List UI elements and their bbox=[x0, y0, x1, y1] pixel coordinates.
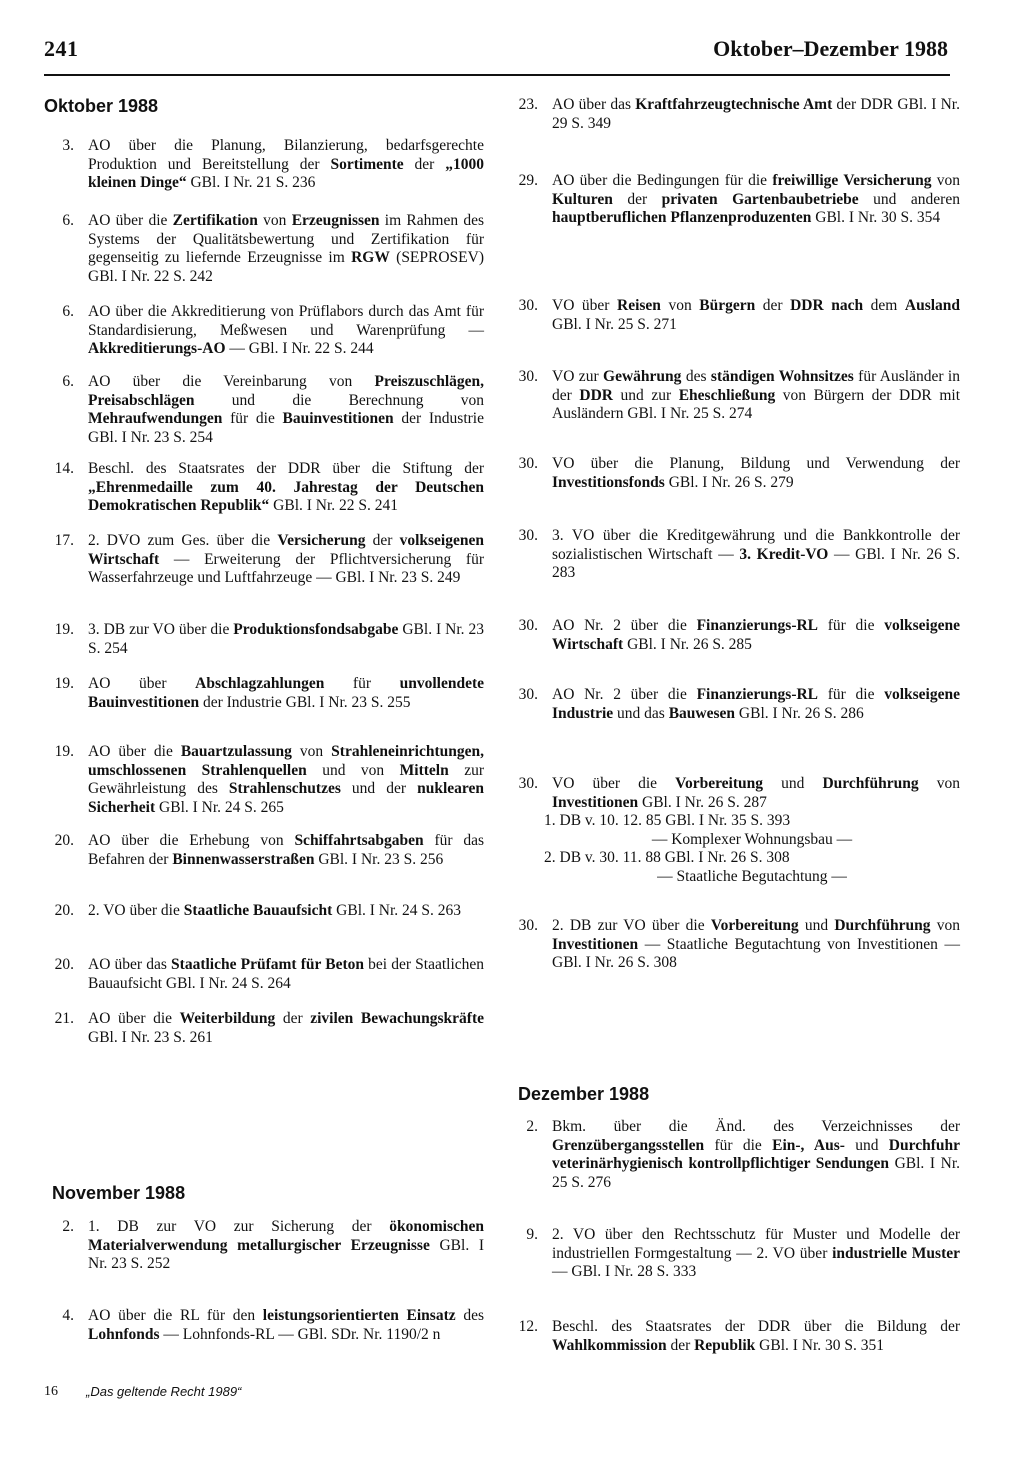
entry bbox=[508, 1318, 960, 1355]
entry bbox=[44, 1010, 484, 1047]
entry-text: AO Nr. 2 über die Finanzierungs-RL für die volkseigene Wirtschaft GBl. I Nr. 26 S. 285 bbox=[552, 617, 960, 653]
entry-day: 29. bbox=[518, 172, 538, 189]
entry-day: 30. bbox=[518, 917, 538, 934]
entry bbox=[44, 137, 484, 193]
left-column bbox=[44, 0, 484, 1400]
entry bbox=[508, 1226, 960, 1282]
entry-day: 19. bbox=[54, 743, 74, 760]
entry bbox=[508, 455, 960, 492]
entry-day: 14. bbox=[54, 460, 74, 477]
entry bbox=[44, 1307, 484, 1344]
entry bbox=[508, 1118, 960, 1192]
entry bbox=[508, 917, 960, 973]
running-header: Oktober–Dezember 1988 bbox=[713, 36, 948, 61]
entry-text: 2. VO über den Rechtsschutz für Muster und Modelle der industriellen Formgestaltung — 2. VO über industrielle Muster — GBl. I Nr. 28 S. 333 bbox=[552, 1226, 961, 1280]
entry-text: AO über die Bedingungen für die freiwillige Versicherung von Kulturen der privaten Gartenbaubetriebe und anderen hauptberuflichen Pflanzenproduzenten GBl. I Nr. 30 S. 354 bbox=[552, 172, 960, 226]
sub-line: — Komplexer Wohnungsbau — bbox=[651, 830, 853, 848]
entry-day: 30. bbox=[518, 455, 538, 472]
entry-text: AO über die Vereinbarung von Preiszuschlägen, Preisabschlägen und die Berechnung von Mehraufwendungen für die Bauinvestitionen der Industrie GBl. I Nr. 23 S. 254 bbox=[88, 373, 484, 446]
right-column bbox=[508, 0, 960, 1400]
entry-day: 30. bbox=[518, 617, 538, 634]
entry-day: 30. bbox=[518, 297, 538, 314]
sub-line: — Staatliche Begutachtung — bbox=[657, 867, 847, 885]
entry-day: 20. bbox=[54, 902, 74, 919]
footer-title: „Das geltende Recht 1989“ bbox=[86, 1384, 242, 1399]
entry-day: 30. bbox=[518, 686, 538, 703]
entry bbox=[508, 297, 960, 334]
entry-day: 21. bbox=[54, 1010, 74, 1027]
entry-text: AO über die Akkreditierung von Prüflabors durch das Amt für Standardisierung, Meßwesen und Warenprüfung — Akkreditierungs-AO — GBl. I Nr. 22 S. 244 bbox=[88, 303, 484, 357]
entry-day: 12. bbox=[518, 1318, 538, 1335]
entry-day: 6. bbox=[62, 303, 74, 320]
entry-text: 3. VO über die Kreditgewährung und die Bankkontrolle der sozialistischen Wirtschaft — 3. Kredit-VO — GBl. I Nr. 26 S. 283 bbox=[552, 527, 960, 581]
entry-text: AO Nr. 2 über die Finanzierungs-RL für die volkseigene Industrie und das Bauwesen GBl. I Nr. 26 S. 286 bbox=[552, 686, 960, 722]
entry bbox=[508, 96, 960, 133]
entry bbox=[44, 675, 484, 712]
entry-text: AO über die Bauartzulassung von Strahleneinrichtungen, umschlossenen Strahlenquellen und von Mitteln zur Gewährleistung des Strahlenschutzes und der nuklearen Sicherheit GBl. I Nr. 24 S. 265 bbox=[88, 743, 485, 816]
entry-day: 20. bbox=[54, 956, 74, 973]
page-number: 241 bbox=[44, 36, 79, 61]
entry-day: 2. bbox=[526, 1118, 538, 1135]
section-heading-oktober: Oktober 1988 bbox=[44, 96, 159, 116]
entry bbox=[44, 956, 484, 993]
entry-day: 19. bbox=[54, 621, 74, 638]
entry-text: AO über die RL für den leistungsorientierten Einsatz des Lohnfonds — Lohnfonds-RL — GBl. SDr. Nr. 1190/2 n bbox=[88, 1307, 484, 1343]
entry-day: 9. bbox=[526, 1226, 538, 1243]
entry bbox=[508, 775, 960, 886]
entry-text: VO über die Vorbereitung und Durchführung von Investitionen GBl. I Nr. 26 S. 287 bbox=[552, 775, 961, 811]
entry-day: 17. bbox=[54, 532, 74, 549]
entry-text: Beschl. des Staatsrates der DDR über die Bildung der Wahlkommission der Republik GBl. I Nr. 30 S. 351 bbox=[552, 1318, 960, 1354]
entry-day: 19. bbox=[54, 675, 74, 692]
entry bbox=[508, 172, 960, 228]
section-heading-november: November 1988 bbox=[52, 1183, 186, 1203]
entry bbox=[508, 686, 960, 723]
entry bbox=[44, 1218, 484, 1274]
sub-line: 1. DB v. 10. 12. 85 GBl. I Nr. 35 S. 393 bbox=[544, 812, 791, 829]
entry-text: AO über die Zertifikation von Erzeugnissen im Rahmen des Systems der Qualitätsbewertung und Zertifikation für gegenseitig zu liefernde Erzeugnisse im RGW (SEPROSEV) GBl. I Nr. 22 S. 242 bbox=[88, 212, 484, 285]
entry-text: VO über Reisen von Bürgern der DDR nach dem Ausland GBl. I Nr. 25 S. 271 bbox=[552, 297, 961, 333]
entry-day: 23. bbox=[518, 96, 538, 113]
entry bbox=[44, 743, 484, 817]
entry-text: 1. DB zur VO zur Sicherung der ökonomischen Materialverwendung metallurgischer Erzeugnisse GBl. I Nr. 23 S. 252 bbox=[88, 1218, 484, 1272]
entry bbox=[44, 212, 484, 286]
entry-text: AO über das Kraftfahrzeugtechnische Amt der DDR GBl. I Nr. 29 S. 349 bbox=[552, 96, 960, 132]
entry-day: 6. bbox=[62, 212, 74, 229]
entry bbox=[44, 902, 484, 921]
entry-text: AO über die Weiterbildung der zivilen Bewachungskräfte GBl. I Nr. 23 S. 261 bbox=[88, 1010, 484, 1046]
entry bbox=[508, 527, 960, 583]
entry-day: 30. bbox=[518, 775, 538, 792]
entry-day: 6. bbox=[62, 373, 74, 390]
entry-day: 2. bbox=[62, 1218, 74, 1235]
footer-page-number: 16 bbox=[44, 1384, 58, 1399]
entry bbox=[44, 460, 484, 516]
entry-day: 4. bbox=[62, 1307, 74, 1324]
entry-text: AO über das Staatliche Prüfamt für Beton bei der Staatlichen Bauaufsicht GBl. I Nr. 24 S. 264 bbox=[88, 956, 485, 992]
entry-day: 30. bbox=[518, 527, 538, 544]
sub-line: 2. DB v. 30. 11. 88 GBl. I Nr. 26 S. 308 bbox=[544, 849, 790, 866]
entry bbox=[508, 368, 960, 424]
entry-day: 30. bbox=[518, 368, 538, 385]
entry bbox=[44, 303, 484, 359]
entry-text: VO zur Gewährung des ständigen Wohnsitzes für Ausländer in der DDR und zur Eheschließung von Bürgern der DDR mit Ausländern GBl. I Nr. 25 S. 274 bbox=[552, 368, 960, 422]
entry-text: 2. VO über die Staatliche Bauaufsicht GBl. I Nr. 24 S. 263 bbox=[88, 902, 462, 919]
entry bbox=[44, 832, 484, 869]
entry bbox=[44, 621, 484, 658]
entry-text: 2. DB zur VO über die Vorbereitung und Durchführung von Investitionen — Staatliche Begutachtung von Investitionen — GBl. I Nr. 26 S. 308 bbox=[552, 917, 961, 971]
entry-text: Bkm. über die Änd. des Verzeichnisses der Grenzübergangsstellen für die Ein-, Aus- und Durchfuhr veterinärhygienisch kontrollpflichtiger Sendungen GBl. I Nr. 25 S. 276 bbox=[552, 1118, 961, 1191]
entry-day: 3. bbox=[62, 137, 74, 154]
entry-text: 3. DB zur VO über die Produktionsfondsabgabe GBl. I Nr. 23 S. 254 bbox=[88, 621, 484, 657]
entry-text: Beschl. des Staatsrates der DDR über die Stiftung der „Ehrenmedaille zum 40. Jahrestag der Deutschen Demokratischen Republik“ GBl. I Nr. 22 S. 241 bbox=[88, 460, 484, 514]
entry-text: AO über die Planung, Bilanzierung, bedarfsgerechte Produktion und Bereitstellung der Sortimente der „1000 kleinen Dinge“ GBl. I Nr. 21 S. 236 bbox=[88, 137, 484, 191]
entry-text: 2. DVO zum Ges. über die Versicherung der volkseigenen Wirtschaft — Erweiterung der Pflichtversicherung für Wasserfahrzeuge und Luftfahrzeuge — GBl. I Nr. 23 S. 249 bbox=[88, 532, 484, 586]
entry bbox=[508, 617, 960, 654]
entry-day: 20. bbox=[54, 832, 74, 849]
entry bbox=[44, 532, 484, 588]
entry bbox=[44, 373, 484, 447]
entry-text: AO über die Erhebung von Schiffahrtsabgaben für das Befahren der Binnenwasserstraßen GBl. I Nr. 23 S. 256 bbox=[88, 832, 484, 868]
entry-text: AO über Abschlagzahlungen für unvollendete Bauinvestitionen der Industrie GBl. I Nr. 23 S. 255 bbox=[88, 675, 484, 711]
entry-text: VO über die Planung, Bildung und Verwendung der Investitionsfonds GBl. I Nr. 26 S. 279 bbox=[552, 455, 960, 491]
section-heading-dezember: Dezember 1988 bbox=[518, 1084, 650, 1104]
